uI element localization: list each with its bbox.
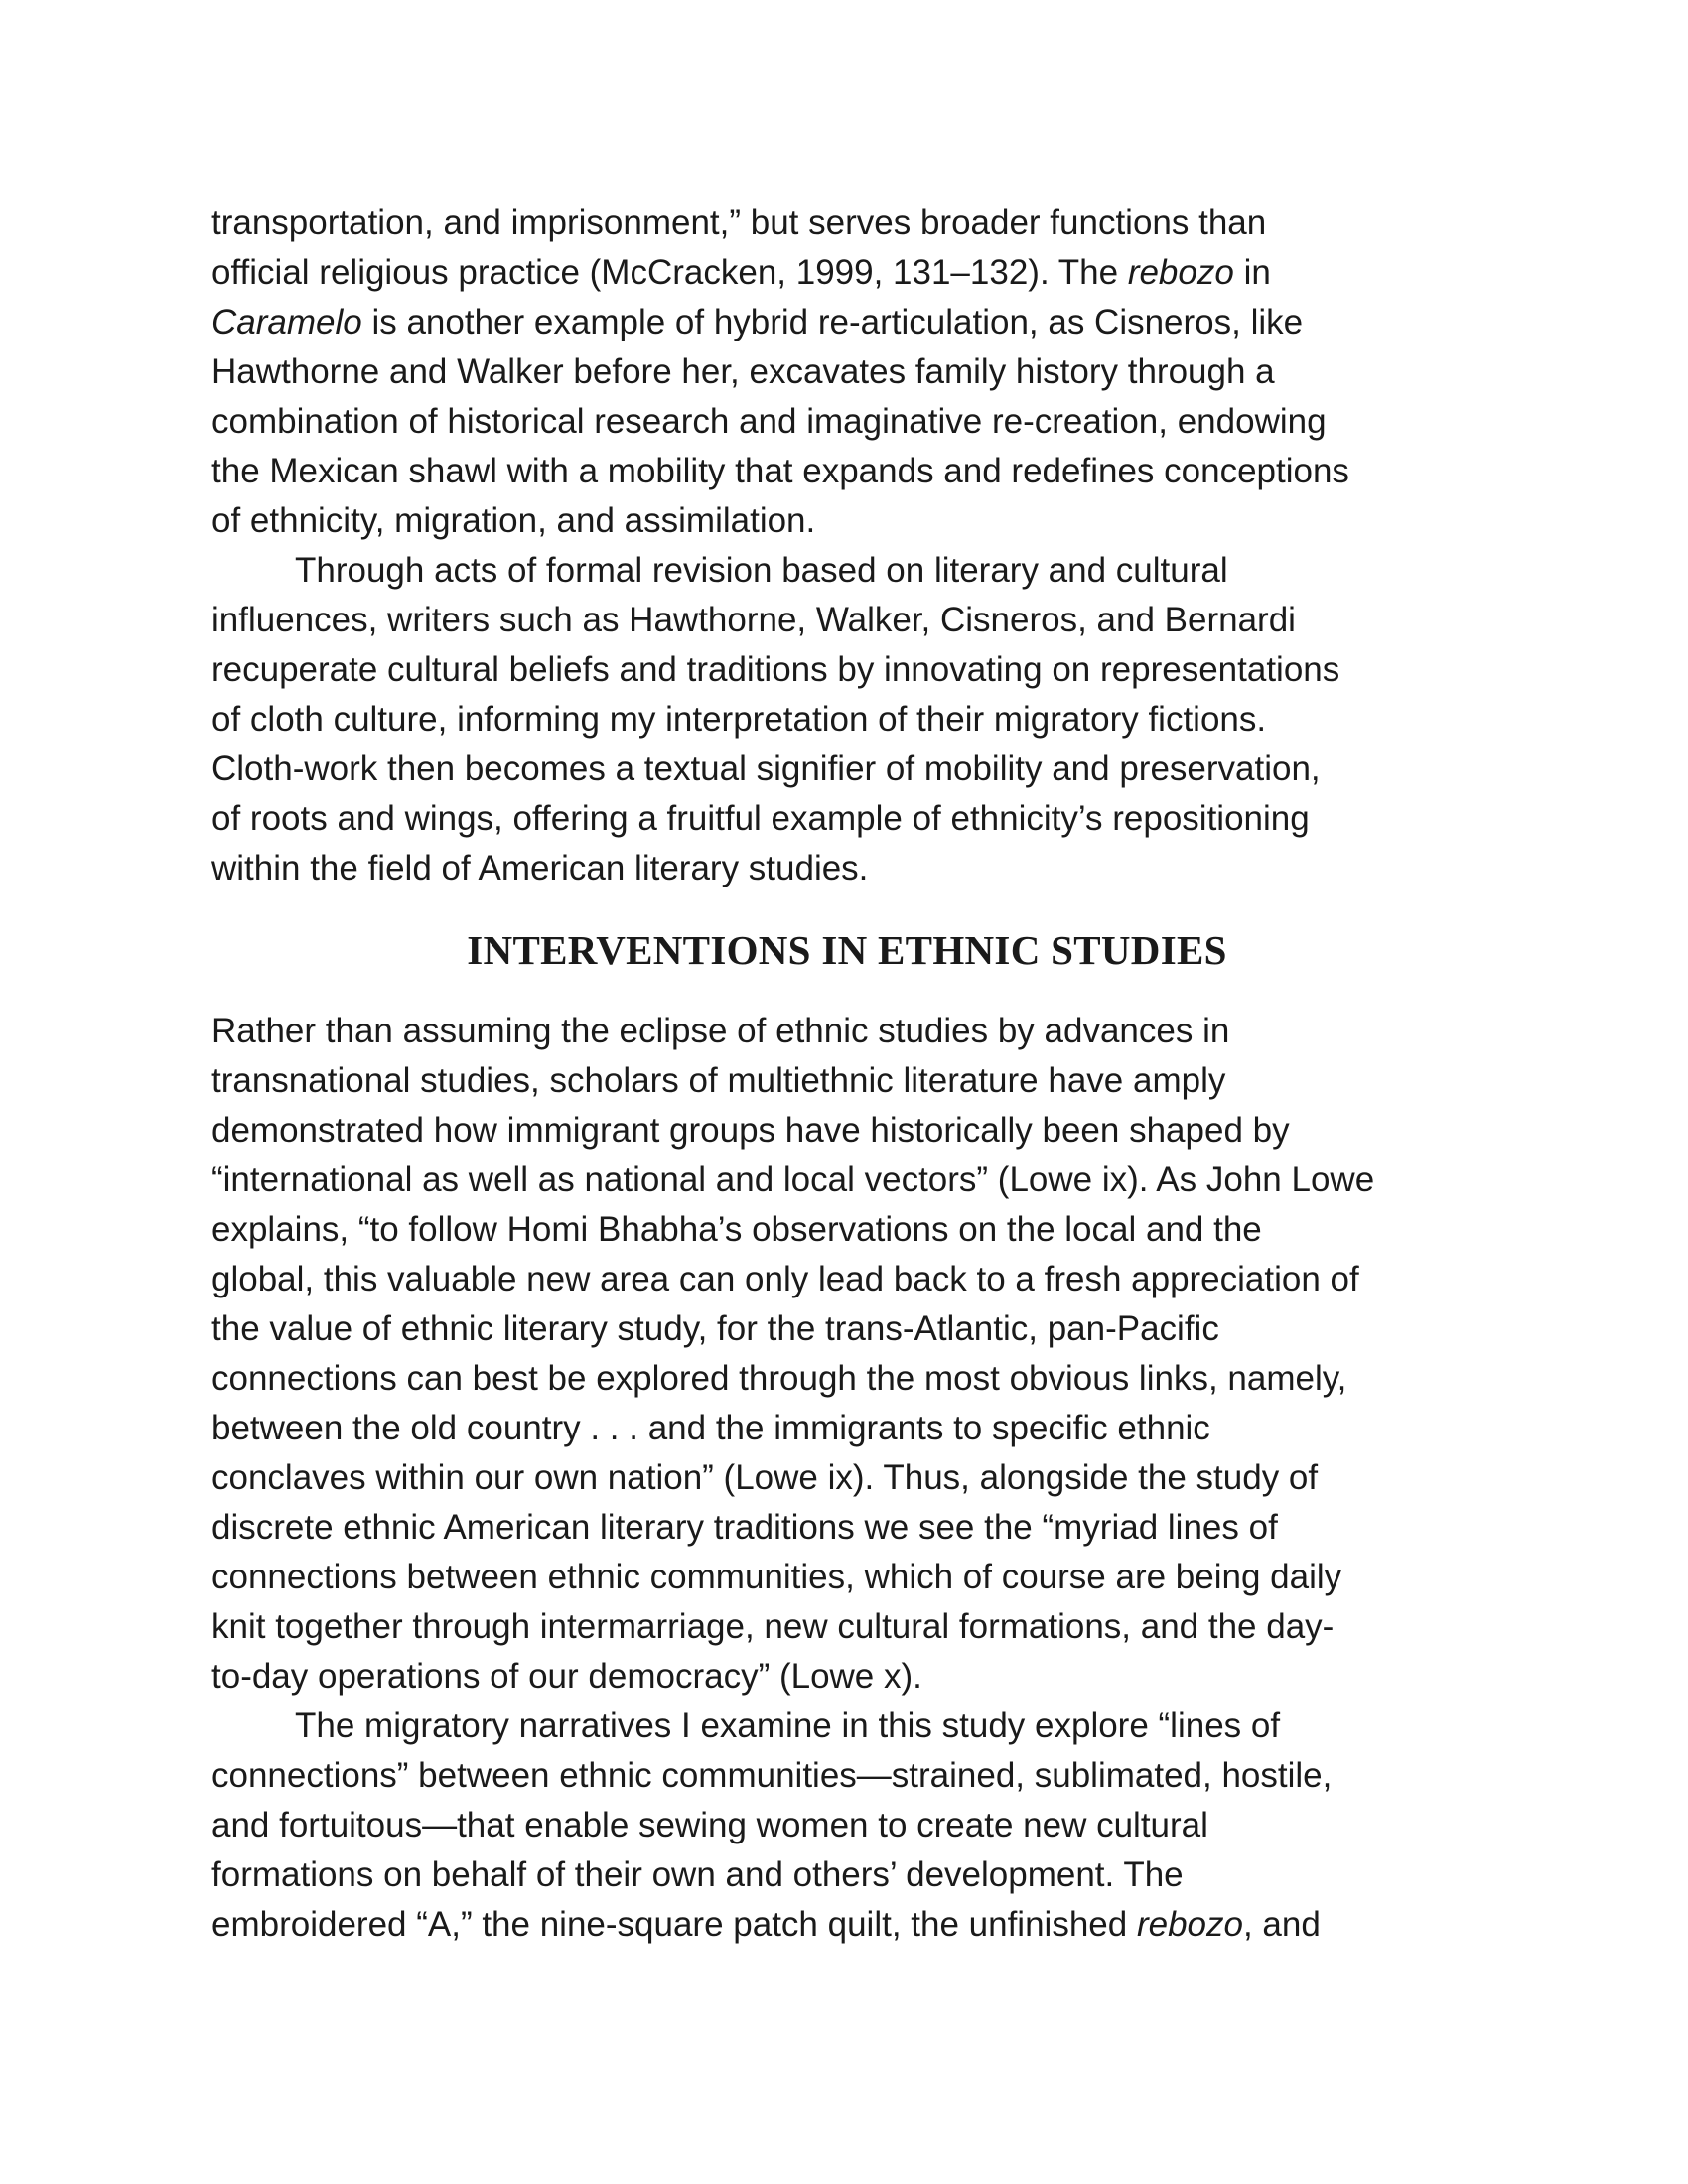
text-line [211,1056,1492,1106]
text-line [211,397,1492,447]
text-run: connections” between ethnic communities—strained, sublimated, hostile, [211,1756,1333,1795]
text-run: Hawthorne and Walker before her, excavates family history through a [211,352,1275,391]
text-line [211,1255,1492,1304]
text-run: , and [1242,1905,1321,1944]
text-line [211,1205,1492,1255]
text-line [211,1354,1492,1404]
text-run: transportation, and imprisonment,” but serves broader functions than [211,204,1267,242]
text-line [211,1106,1492,1156]
text-line [211,1404,1492,1453]
text-run: recuperate cultural beliefs and traditions by innovating on representations [211,650,1340,689]
text-line [211,1503,1492,1553]
text-line [211,248,1492,298]
text-line [211,695,1492,745]
text-line [211,447,1492,496]
body-text-bottom [211,1007,1492,1950]
text-run: influences, writers such as Hawthorne, Walker, Cisneros, and Bernardi [211,601,1296,639]
section-heading: INTERVENTIONS IN ETHNIC STUDIES [467,927,1227,973]
text-run: demonstrated how immigrant groups have historically been shaped by [211,1111,1290,1150]
text-run: discrete ethnic American literary traditions we see the “myriad lines of [211,1508,1278,1547]
text-run: conclaves within our own nation” (Lowe ix). Thus, alongside the study of [211,1458,1319,1497]
paragraph [211,1007,1492,1702]
text-run: transnational studies, scholars of multiethnic literature have amply [211,1061,1226,1100]
text-line [211,1156,1492,1205]
italic-term: Caramelo [211,303,362,341]
text-line [211,496,1492,546]
italic-term: rebozo [1127,253,1234,292]
text-run: global, this valuable new area can only lead back to a fresh appreciation of [211,1260,1359,1298]
text-run: of cloth culture, informing my interpretation of their migratory fictions. [211,700,1267,739]
text-line [211,1702,1492,1751]
text-line [211,596,1492,645]
text-line [211,199,1492,248]
text-line [211,1652,1492,1702]
text-line [211,1602,1492,1652]
text-run: the value of ethnic literary study, for the trans-Atlantic, pan-Pacific [211,1309,1219,1348]
text-line [211,1453,1492,1503]
text-run: between the old country . . . and the immigrants to specific ethnic [211,1409,1210,1447]
text-line [211,645,1492,695]
text-run: is another example of hybrid re-articulation, as Cisneros, like [361,303,1304,341]
text-line [211,844,1492,893]
text-run: within the field of American literary studies. [211,849,869,887]
text-run: Cloth-work then becomes a textual signifier of mobility and preservation, [211,750,1321,788]
text-run: explains, “to follow Homi Bhabha’s observations on the local and the [211,1210,1262,1249]
text-line [211,1801,1492,1850]
text-line [211,1007,1492,1056]
text-run: Rather than assuming the eclipse of ethnic studies by advances in [211,1012,1230,1050]
text-line [211,347,1492,397]
text-run: of ethnicity, migration, and assimilation. [211,501,816,540]
text-run: and fortuitous—that enable sewing women to create new cultural [211,1806,1208,1844]
paragraph [211,546,1492,893]
document-page [211,199,1492,1950]
body-text-top [211,199,1492,893]
text-run: formations on behalf of their own and others’ development. The [211,1855,1184,1894]
text-line [211,794,1492,844]
text-line [211,745,1492,794]
text-line [211,1553,1492,1602]
paragraph [211,199,1492,546]
text-line [211,546,1492,596]
text-line [211,298,1492,347]
text-run: embroidered “A,” the nine-square patch quilt, the unfinished [211,1905,1137,1944]
text-line [211,1850,1492,1900]
text-run: to-day operations of our democracy” (Lowe x). [211,1657,922,1696]
text-run: connections between ethnic communities, which of course are being daily [211,1558,1342,1596]
text-run: connections can best be explored through the most obvious links, namely, [211,1359,1347,1398]
text-run: the Mexican shawl with a mobility that expands and redefines conceptions [211,452,1349,490]
text-run: The migratory narratives I examine in this study explore “lines of [295,1706,1281,1745]
text-run: in [1233,253,1271,292]
text-run: knit together through intermarriage, new cultural formations, and the day- [211,1607,1335,1646]
text-run: combination of historical research and imaginative re-creation, endowing [211,402,1327,441]
text-run: “international as well as national and local vectors” (Lowe ix). As John Lowe [211,1160,1375,1199]
text-run: Through acts of formal revision based on literary and cultural [295,551,1228,590]
text-run: official religious practice (McCracken, 1999, 131–132). The [211,253,1128,292]
text-run: of roots and wings, offering a fruitful example of ethnicity’s repositioning [211,799,1310,838]
paragraph [211,1702,1492,1950]
text-line [211,1751,1492,1801]
text-line [211,1304,1492,1354]
text-line [211,1900,1492,1950]
italic-term: rebozo [1136,1905,1243,1944]
